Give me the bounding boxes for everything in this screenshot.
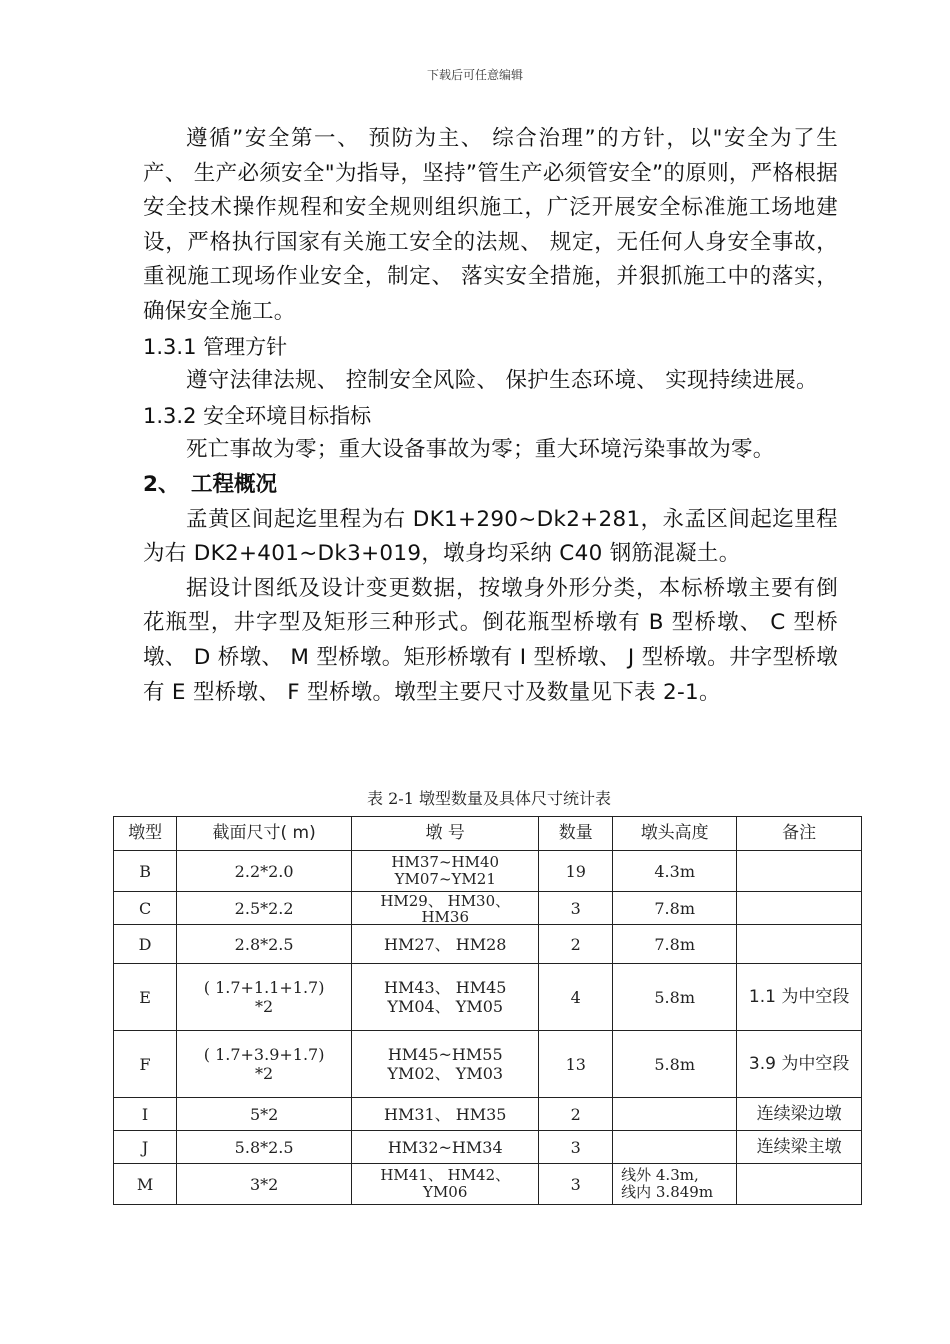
size-line: ( 1.7+1.1+1.7) (203, 978, 325, 997)
size-cell: 2.8*2.5 (177, 925, 352, 964)
note-cell (737, 851, 862, 892)
note-cell: 连续梁主墩 (737, 1131, 862, 1164)
note-cell (737, 1164, 862, 1205)
header-cell: 数量 (539, 817, 613, 851)
count-cell: 3 (539, 1164, 613, 1205)
paragraph-targets: 死亡事故为零；重大设备事故为零；重大环境污染事故为零。 (186, 437, 775, 463)
ids-line: HM29、 HM30、 (380, 892, 511, 910)
heading-1-3-1: 1.3.1 管理方针 (143, 334, 288, 359)
table-header-row (114, 817, 862, 851)
height-cell: 5.8m (613, 1031, 737, 1098)
type-cell: F (114, 1031, 177, 1098)
size-cell: 3*2 (177, 1164, 352, 1205)
ids-line: HM41、 HM42、 (380, 1166, 511, 1184)
table-row (114, 1164, 862, 1205)
size-cell: 2.2*2.0 (177, 851, 352, 892)
ids-line: YM04、 YM05 (387, 997, 504, 1016)
table-row (114, 851, 862, 892)
table-row (114, 1131, 862, 1164)
size-cell (177, 964, 352, 1031)
heading-section-2 (143, 468, 838, 503)
type-cell: D (114, 925, 177, 964)
count-cell: 19 (539, 851, 613, 892)
size-cell: 2.5*2.2 (177, 892, 352, 925)
header-cell: 墩头高度 (613, 817, 737, 851)
height-cell (613, 1164, 737, 1205)
table-caption: 表 2-1 墩型数量及具体尺寸统计表 (367, 789, 611, 808)
ids-cell: HM32~HM34 (352, 1131, 539, 1164)
size-cell: 5*2 (177, 1098, 352, 1131)
ids-cell (352, 964, 539, 1031)
type-cell: E (114, 964, 177, 1031)
pier-stats-table (113, 816, 862, 1205)
ids-line: HM37~HM40 (391, 853, 500, 871)
ids-cell (352, 892, 539, 925)
ids-cell (352, 851, 539, 892)
type-cell: M (114, 1164, 177, 1205)
type-cell: I (114, 1098, 177, 1131)
height-cell (613, 1098, 737, 1131)
note-cell (737, 925, 862, 964)
size-line: *2 (255, 1064, 274, 1083)
note-cell: 1.1 为中空段 (737, 964, 862, 1031)
body-text (143, 122, 838, 710)
heading-1-3-2: 1.3.2 安全环境目标指标 (143, 403, 372, 428)
paragraph-mileage: 孟黄区间起迄里程为右 DK1+290~Dk2+281，永孟区间起迄里程为右 DK2+401~Dk3+019，墩身均采纳 C40 钢筋混凝土。 (143, 506, 838, 567)
ids-line: YM02、 YM03 (387, 1064, 504, 1083)
ids-line: YM07~YM21 (394, 870, 496, 888)
section-number: 2、 (143, 471, 180, 497)
header-cell: 墩型 (114, 817, 177, 851)
table-row (114, 1098, 862, 1131)
ids-cell: HM27、 HM28 (352, 925, 539, 964)
type-cell: B (114, 851, 177, 892)
size-line: ( 1.7+3.9+1.7) (203, 1045, 325, 1064)
page-header: 下载后可任意编辑 (426, 68, 523, 82)
ids-line: HM36 (421, 907, 469, 924)
size-cell: 5.8*2.5 (177, 1131, 352, 1164)
height-line: 线内 3.849m (621, 1183, 714, 1201)
count-cell: 4 (539, 964, 613, 1031)
table-row (114, 964, 862, 1031)
height-cell (613, 1131, 737, 1164)
section-title: 工程概况 (191, 471, 278, 497)
paragraph-pier-types: 据设计图纸及设计变更数据，按墩身外形分类，本标桥墩主要有倒花瓶型，井字型及矩形三种形式。倒花瓶型桥墩有 B 型桥墩、 C 型桥墩、 D 桥墩、 M 型桥墩。矩形桥墩有 I 型桥墩、 J 型桥墩。井字型桥墩有 E 型桥墩、 F 型桥墩。墩型主要尺寸及数量见下表 2-1。 (143, 575, 838, 705)
table-row (114, 925, 862, 964)
count-cell: 13 (539, 1031, 613, 1098)
ids-line: HM43、 HM45 (383, 978, 507, 997)
height-cell: 4.3m (613, 851, 737, 892)
ids-cell (352, 1031, 539, 1098)
count-cell: 3 (539, 1131, 613, 1164)
note-cell: 3.9 为中空段 (737, 1031, 862, 1098)
note-cell (737, 892, 862, 925)
note-cell: 连续梁边墩 (737, 1098, 862, 1131)
size-cell (177, 1031, 352, 1098)
paragraph-management-policy: 遵守法律法规、 控制安全风险、 保护生态环境、 实现持续进展。 (186, 368, 818, 394)
count-cell: 2 (539, 925, 613, 964)
ids-line: YM06 (423, 1183, 468, 1201)
height-line: 线外 4.3m, (621, 1166, 699, 1184)
table-row (114, 1031, 862, 1098)
type-cell: J (114, 1131, 177, 1164)
ids-cell (352, 1164, 539, 1205)
height-cell: 5.8m (613, 964, 737, 1031)
count-cell: 2 (539, 1098, 613, 1131)
type-cell: C (114, 892, 177, 925)
paragraph-safety-policy: 遵循”安全第一、 预防为主、 综合治理”的方针，以"安全为了生产、 生产必须安全"为指导，坚持”管生产必须管安全”的原则，严格根据安全技术操作规程和安全规则组织施工，广泛开展安全标准施工场地建设，严格执行国家有关施工安全的法规、 规定，无任何人身安全事故，重视施工现场作业安全，制定、 落实安全措施，并狠抓施工中的落实，确保安全施工。 (143, 126, 838, 324)
size-line: *2 (255, 997, 274, 1016)
header-cell: 备注 (737, 817, 862, 851)
height-cell: 7.8m (613, 925, 737, 964)
count-cell: 3 (539, 892, 613, 925)
header-cell: 墩 号 (352, 817, 539, 851)
height-cell: 7.8m (613, 892, 737, 925)
ids-line: HM45~HM55 (387, 1045, 503, 1064)
table-row (114, 892, 862, 925)
ids-cell: HM31、 HM35 (352, 1098, 539, 1131)
header-cell: 截面尺寸( m) (177, 817, 352, 851)
